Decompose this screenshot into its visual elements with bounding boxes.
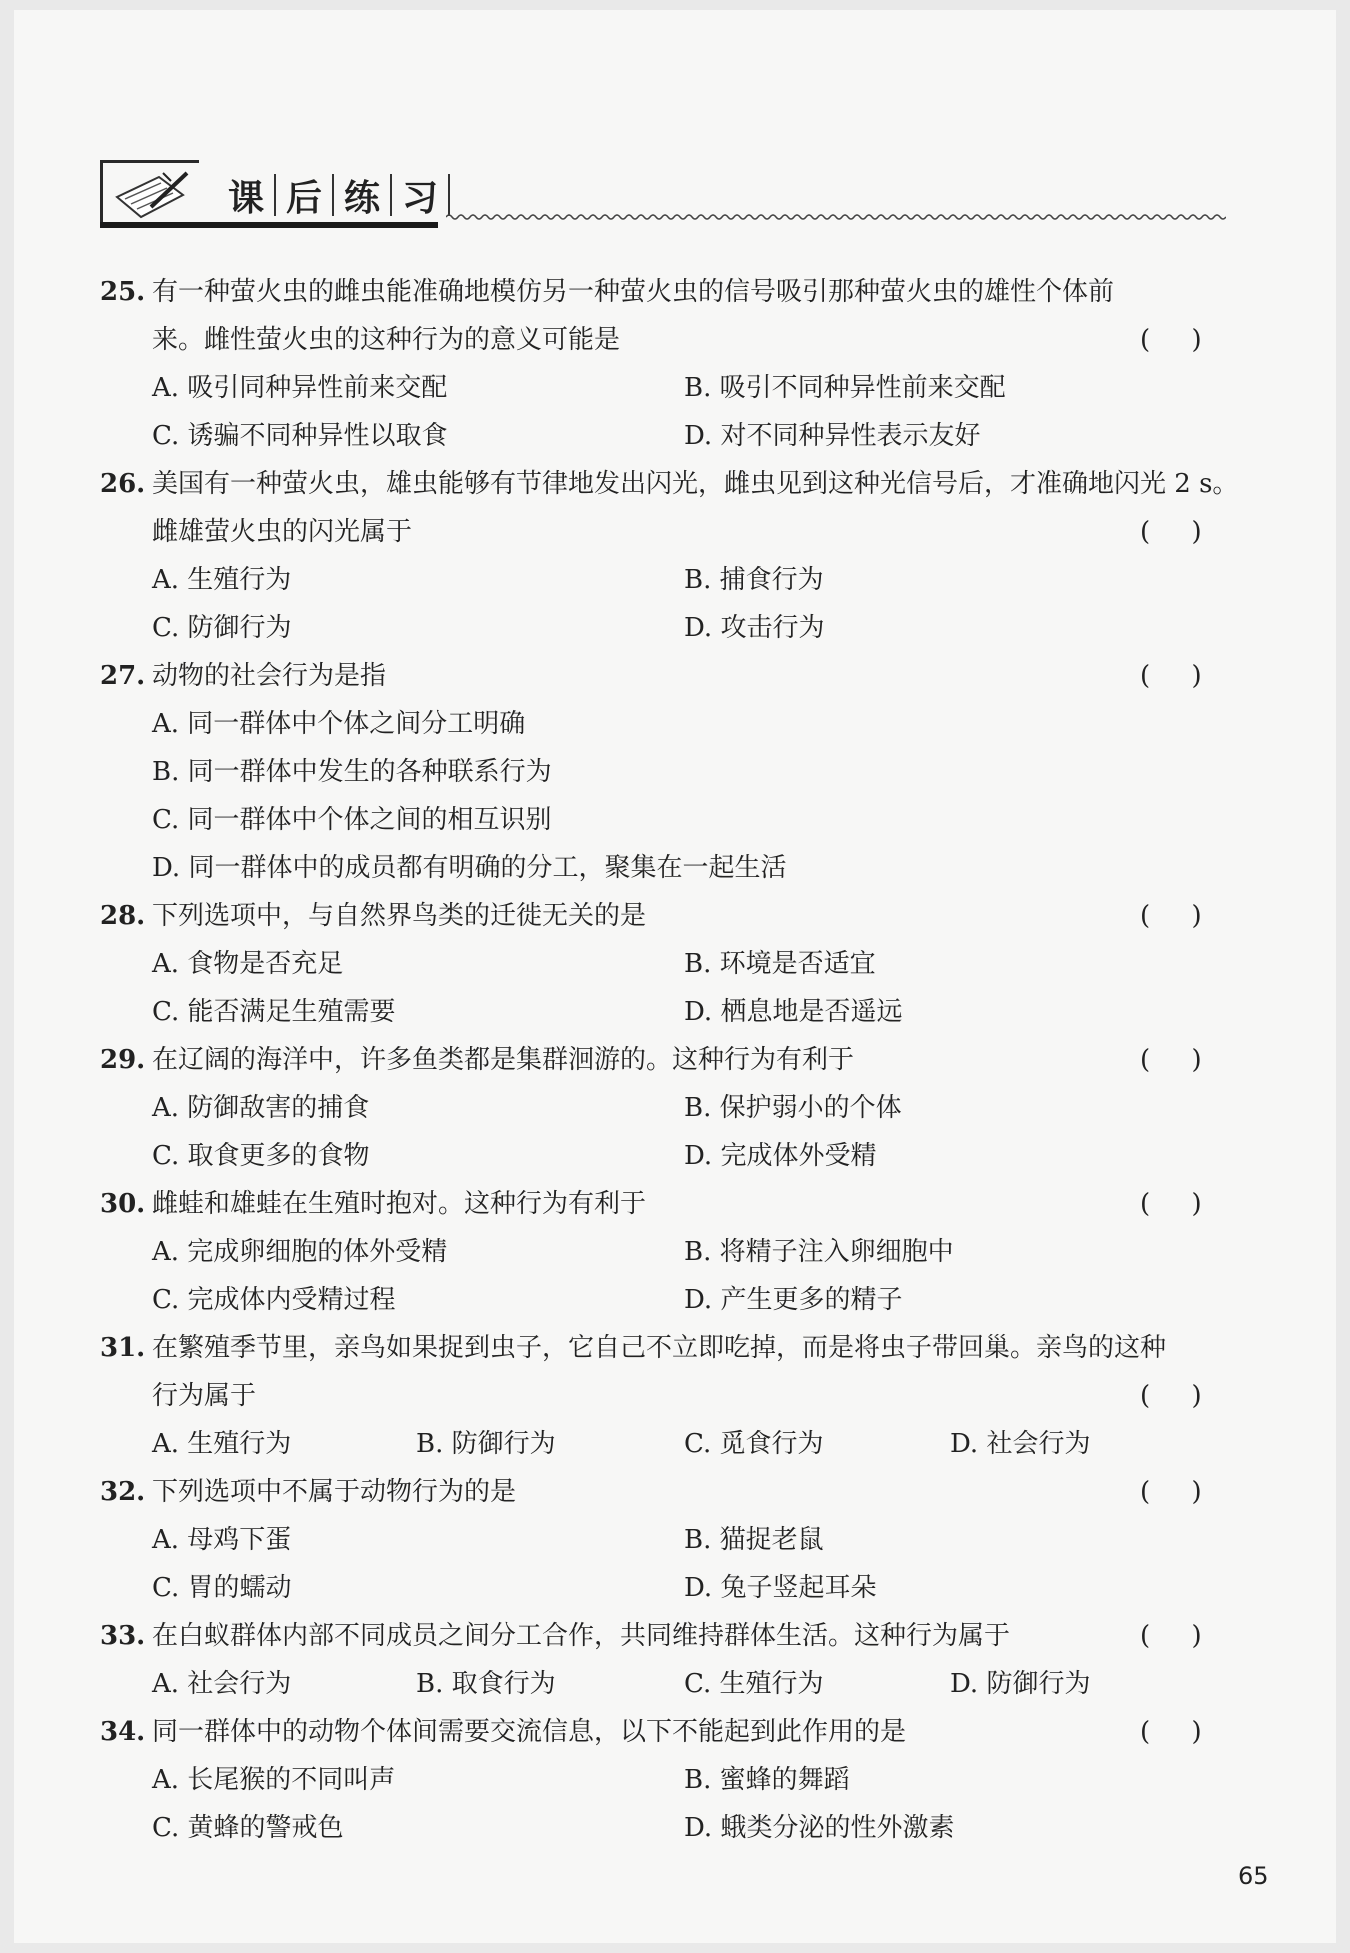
option-a: A. 同一群体中个体之间分工明确 [152,709,526,739]
option-c: C. 觅食行为 [684,1429,824,1459]
section-header [100,160,1225,230]
answer-blank: ( ) [1140,901,1202,931]
question-number: 28. [100,901,146,931]
answer-blank: ( ) [1140,1189,1202,1219]
option-d: D. 防御行为 [950,1669,1091,1699]
header-underline-bar [100,222,438,228]
option-b: B. 将精子注入卵细胞中 [684,1237,954,1267]
question-number: 30. [100,1189,146,1219]
question-stem: 雌雄萤火虫的闪光属于 [152,517,413,547]
question-stem: 下列选项中不属于动物行为的是 [152,1477,517,1507]
answer-blank: ( ) [1140,1621,1202,1651]
answer-blank: ( ) [1140,1381,1202,1411]
option-c: C. 防御行为 [152,613,292,643]
question-number: 25. [100,277,146,307]
question-stem: 行为属于 [152,1381,257,1411]
question-stem: 美国有一种萤火虫，雄虫能够有节律地发出闪光，雌虫见到这种光信号后，才准确地闪光 2 s。 [152,469,1239,499]
option-c: C. 生殖行为 [684,1669,824,1699]
section-title [218,170,450,220]
question-stem: 在繁殖季节里，亲鸟如果捉到虫子，它自己不立即吃掉，而是将虫子带回巢。亲鸟的这种 [152,1333,1167,1363]
option-c: C. 同一群体中个体之间的相互识别 [152,805,552,835]
option-b: B. 捕食行为 [684,565,824,595]
option-d: D. 完成体外受精 [684,1141,877,1171]
option-a: A. 吸引同种异性前来交配 [152,373,448,403]
option-a: A. 母鸡下蛋 [152,1525,292,1555]
question-stem: 在白蚁群体内部不同成员之间分工合作，共同维持群体生活。这种行为属于 [152,1621,1011,1651]
option-c: C. 完成体内受精过程 [152,1285,396,1315]
option-b: B. 保护弱小的个体 [684,1093,902,1123]
question-number: 26. [100,469,146,499]
option-d: D. 栖息地是否遥远 [684,997,903,1027]
option-a: A. 防御敌害的捕食 [152,1093,370,1123]
answer-blank: ( ) [1140,1477,1202,1507]
option-d: D. 社会行为 [950,1429,1091,1459]
option-c: C. 胃的蠕动 [152,1573,292,1603]
option-d: D. 对不同种异性表示友好 [684,421,981,451]
option-b: B. 蜜蜂的舞蹈 [684,1765,850,1795]
option-d: D. 同一群体中的成员都有明确的分工，聚集在一起生活 [152,853,787,883]
option-a: A. 社会行为 [152,1669,292,1699]
question-stem: 在辽阔的海洋中，许多鱼类都是集群洄游的。这种行为有利于 [152,1045,855,1075]
option-c: C. 取食更多的食物 [152,1141,370,1171]
question-stem: 有一种萤火虫的雌虫能准确地模仿另一种萤火虫的信号吸引那种萤火虫的雄性个体前 [152,277,1115,307]
title-char: 习 [402,177,439,219]
option-d: D. 蛾类分泌的性外激素 [684,1813,955,1843]
option-a: A. 生殖行为 [152,565,292,595]
question-stem: 动物的社会行为是指 [152,661,387,691]
question-stem: 来。雌性萤火虫的这种行为的意义可能是 [152,325,621,355]
question-number: 27. [100,661,146,691]
option-b: B. 吸引不同种异性前来交配 [684,373,1006,403]
title-char: 课 [228,177,265,219]
option-c: C. 诱骗不同种异性以取食 [152,421,448,451]
question-number: 33. [100,1621,146,1651]
option-d: D. 产生更多的精子 [684,1285,903,1315]
answer-blank: ( ) [1140,1717,1202,1747]
option-a: A. 食物是否充足 [152,949,344,979]
option-b: B. 猫捉老鼠 [684,1525,824,1555]
answer-blank: ( ) [1140,1045,1202,1075]
question-number: 31. [100,1333,146,1363]
option-c: C. 黄蜂的警戒色 [152,1813,344,1843]
title-char: 练 [344,177,381,219]
option-a: A. 完成卵细胞的体外受精 [152,1237,448,1267]
question-stem: 下列选项中，与自然界鸟类的迁徙无关的是 [152,901,647,931]
page-number: 65 [1238,1862,1269,1890]
question-stem: 同一群体中的动物个体间需要交流信息，以下不能起到此作用的是 [152,1717,907,1747]
option-b: B. 环境是否适宜 [684,949,876,979]
title-char: 后 [286,177,323,219]
answer-blank: ( ) [1140,517,1202,547]
option-c: C. 能否满足生殖需要 [152,997,396,1027]
option-a: A. 生殖行为 [152,1429,292,1459]
question-number: 32. [100,1477,146,1507]
option-b: B. 防御行为 [416,1429,556,1459]
question-number: 34. [100,1717,146,1747]
wavy-rule [446,210,1226,224]
answer-blank: ( ) [1140,325,1202,355]
question-number: 29. [100,1045,146,1075]
answer-blank: ( ) [1140,661,1202,691]
option-b: B. 取食行为 [416,1669,556,1699]
option-d: D. 攻击行为 [684,613,825,643]
option-d: D. 兔子竖起耳朵 [684,1573,877,1603]
question-stem: 雌蛙和雄蛙在生殖时抱对。这种行为有利于 [152,1189,647,1219]
option-b: B. 同一群体中发生的各种联系行为 [152,757,552,787]
notebook-pen-icon [100,160,199,225]
option-a: A. 长尾猴的不同叫声 [152,1765,396,1795]
